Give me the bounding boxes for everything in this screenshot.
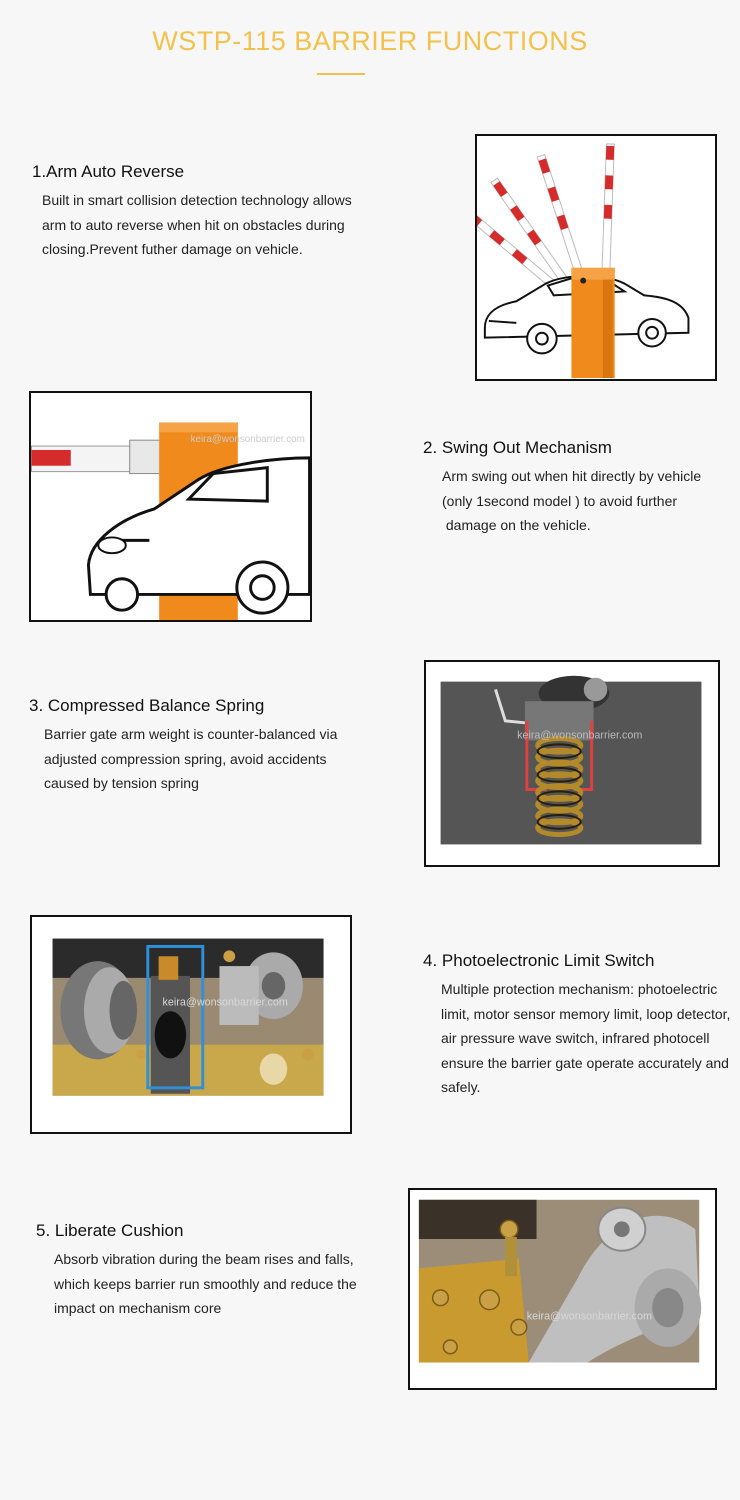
feature-1-text	[32, 162, 352, 262]
feature-2-line-1: Arm swing out when hit directly by vehicle	[442, 468, 702, 484]
feature-3-line-1: Barrier gate arm weight is counter-balanced via	[44, 726, 338, 742]
feature-5-line-3: impact on mechanism core	[54, 1300, 222, 1316]
feature-4-line-3: air pressure wave switch, infrared photocell	[441, 1030, 710, 1046]
feature-2-line-2: (only 1second model ) to avoid further	[442, 492, 678, 509]
feature-3-line-3: caused by tension spring	[44, 775, 199, 791]
feature-5-line-1: Absorb vibration during the beam rises and falls,	[54, 1251, 354, 1267]
balance-spring-photo	[426, 662, 718, 865]
feature-3-watermark: keira@wonsonbarrier.com	[517, 729, 643, 742]
feature-2-watermark: keira@wonsonbarrier.com	[190, 434, 305, 446]
title-underline	[317, 73, 365, 75]
limit-switch-photo	[32, 917, 350, 1132]
feature-4-line-5: safely.	[441, 1079, 481, 1095]
feature-3-heading: 3. Compressed Balance Spring	[29, 696, 265, 715]
feature-5-line-2: which keeps barrier run smoothly and reduce the	[54, 1275, 357, 1292]
feature-2-text	[423, 438, 701, 538]
feature-4-line-1: Multiple protection mechanism: photoelectric	[441, 981, 718, 997]
feature-4-line-4: ensure the barrier gate operate accurately and	[441, 1054, 729, 1071]
feature-4-heading: 4. Photoelectronic Limit Switch	[423, 951, 655, 970]
feature-3-text	[29, 696, 337, 796]
feature-1-image	[475, 134, 717, 381]
feature-4-line-2: limit, motor sensor memory limit, loop detector,	[441, 1005, 731, 1022]
feature-2-image	[29, 391, 312, 622]
arm-reverse-illustration	[477, 136, 715, 379]
feature-1-line-2: arm to auto reverse when hit on obstacles during	[42, 216, 345, 233]
feature-5-text	[36, 1221, 357, 1321]
feature-4-watermark: keira@wonsonbarrier.com	[162, 996, 288, 1009]
feature-5-heading: 5. Liberate Cushion	[36, 1221, 184, 1240]
feature-4-text	[423, 951, 730, 1100]
feature-5-image	[408, 1188, 717, 1390]
feature-2-heading: 2. Swing Out Mechanism	[423, 438, 612, 457]
feature-1-line-3: closing.Prevent futher damage on vehicle.	[42, 241, 303, 257]
feature-1-heading: 1.Arm Auto Reverse	[32, 162, 185, 181]
feature-5-watermark: keira@wonsonbarrier.com	[526, 1310, 652, 1323]
page-title: WSTP-115 BARRIER FUNCTIONS	[152, 26, 588, 56]
feature-3-line-2: adjusted compression spring, avoid accidents	[44, 750, 327, 767]
feature-2-line-3: damage on the vehicle.	[442, 517, 591, 533]
liberate-cushion-photo	[410, 1190, 715, 1388]
feature-1-line-1: Built in smart collision detection technology allows	[42, 192, 352, 208]
feature-3-image	[424, 660, 720, 867]
feature-4-image	[30, 915, 352, 1134]
swing-out-illustration	[31, 393, 310, 620]
